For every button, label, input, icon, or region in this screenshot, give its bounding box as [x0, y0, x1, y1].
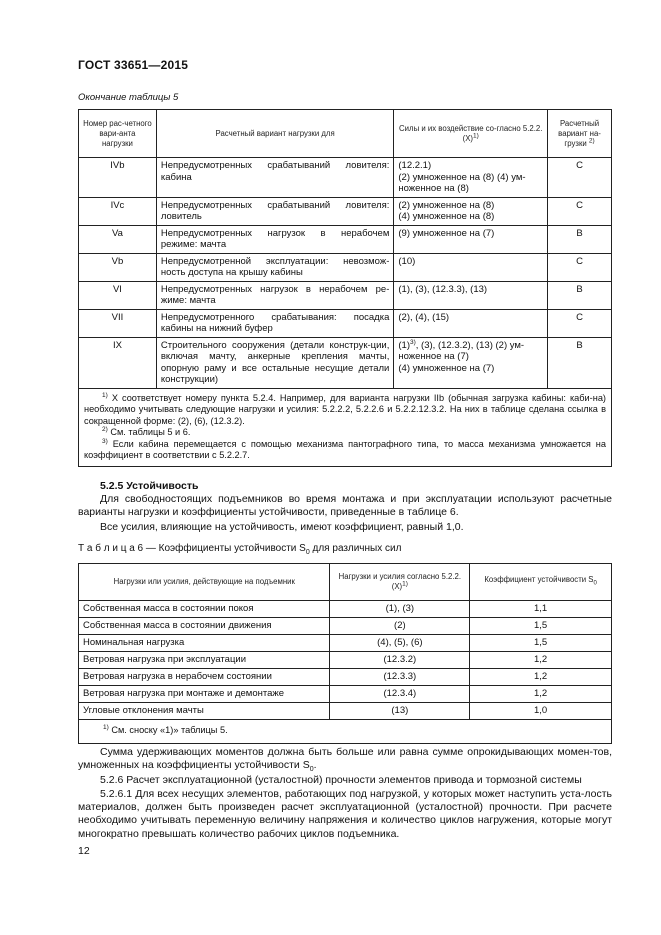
table6-header-ref: Нагрузки и усилия согласно $5.2.2.(X)^{1)}$	[330, 564, 470, 601]
row-coef: 1,2	[470, 652, 612, 669]
row-number: IX	[79, 337, 157, 388]
table6-header-coef: Коэффициент устойчивости $S_0$	[470, 564, 612, 601]
row-description: Непредусмотренных срабатываний ловителя: кабина	[156, 158, 394, 198]
row-number: IVb	[79, 158, 157, 198]
row-description: Строительного сооружения (детали конструк-ции, включая мачту, анкерные крепления мачты, опорную раму и все остальные несущие детали конструкции)	[156, 337, 394, 388]
section-5-2-5-paragraph: Для свободностоящих подъемников во время монтажа и при эксплуатации используют расчетные варианты нагрузки и коэффициенты устойчивости, приведенные в таблице 6.	[78, 493, 612, 519]
table-row	[79, 618, 612, 635]
row-forces: (2) умноженное на (8) (4) умноженное на (8)	[394, 197, 548, 225]
standard-header: ГОСТ 33651—2015	[78, 58, 189, 72]
row-number: Vb	[79, 253, 157, 281]
table5-header-variant: Расчетный вариант нагрузки для	[156, 110, 394, 158]
row-load: Ветровая нагрузка при эксплуатации	[79, 652, 330, 669]
row-forces: (1), (3), (12.3.3), (13)	[394, 281, 548, 309]
row-description: Непредусмотренной эксплуатации: невозмож-ность доступа на крышу кабины	[156, 253, 394, 281]
table-row	[79, 652, 612, 669]
table-row	[79, 225, 612, 253]
moments-paragraph: Сумма удерживающих моментов должна быть больше или равна сумме опрокидывающих момен-тов, умноженных на коэффициенты устойчивости $S_0$.	[78, 746, 612, 774]
table-row	[79, 703, 612, 720]
page-number: 12	[78, 845, 90, 857]
row-forces: $(1)^{3)}$, (3), (12.3.2), (13) (2) ум-ноженное на (7) (4) умноженное на (7)	[394, 337, 548, 388]
table5-caption: Окончание таблицы 5	[78, 92, 179, 103]
table6-header-load: Нагрузки или усилия, действующие на подъемник	[79, 564, 330, 601]
row-number: IVc	[79, 197, 157, 225]
row-forces: (12.2.1) (2) умноженное на (8) (4) ум-ноженное на (8)	[394, 158, 548, 198]
row-ref: (12.3.2)	[330, 652, 470, 669]
row-forces: (9) умноженное на (7)	[394, 225, 548, 253]
footnote-1: $^{1)}$ X соответствует номеру пункта 5.2.4. Например, для варианта нагрузки IIb (обычная загрузка кабины: каби-на) необходимо учитывать следующие нагрузки и усилия: 5.2.2.2, 5.2.2.6 и 5.2.2.12.3.2. На них в таблице сделана ссылка в сокращенной форме: (2), (6), (12.3.2).	[84, 391, 606, 426]
table-row	[79, 253, 612, 281]
table-row	[79, 669, 612, 686]
row-ref: (1), (3)	[330, 601, 470, 618]
table6-caption: Т а б л и ц а 6 — Коэффициенты устойчивости $S_0$ для различных сил	[78, 543, 402, 556]
row-load: Угловые отклонения мачты	[79, 703, 330, 720]
row-description: Непредусмотренного срабатывания: посадка кабины на нижний буфер	[156, 309, 394, 337]
row-coef: 1,1	[470, 601, 612, 618]
row-coef: 1,5	[470, 635, 612, 652]
row-variant: B	[548, 281, 612, 309]
section-5-2-5-paragraph-2: Все усилия, влияющие на устойчивость, имеют коэффициент, равный 1,0.	[100, 521, 464, 533]
row-coef: 1,5	[470, 618, 612, 635]
row-forces: (2), (4), (15)	[394, 309, 548, 337]
table-row	[79, 686, 612, 703]
row-description: Непредусмотренных нагрузок в нерабочем режиме: мачта	[156, 225, 394, 253]
row-ref: (2)	[330, 618, 470, 635]
row-number: VI	[79, 281, 157, 309]
table-row	[79, 309, 612, 337]
row-ref: (12.3.3)	[330, 669, 470, 686]
row-description: Непредусмотренных срабатываний ловителя: ловитель	[156, 197, 394, 225]
row-load: Ветровая нагрузка при монтаже и демонтаже	[79, 686, 330, 703]
row-variant: C	[548, 197, 612, 225]
table6-note: $^{1)}$ См. сноску «1)» таблицы 5.	[79, 720, 612, 744]
row-number: VII	[79, 309, 157, 337]
table-row	[79, 158, 612, 198]
section-5-2-5-title: 5.2.5 Устойчивость	[100, 480, 199, 492]
row-variant: C	[548, 158, 612, 198]
table-row	[79, 281, 612, 309]
row-variant: B	[548, 337, 612, 388]
table5-header-number: Номер рас-четного вари-анта нагрузки	[79, 110, 157, 158]
row-load: Номинальная нагрузка	[79, 635, 330, 652]
row-coef: 1,2	[470, 686, 612, 703]
footnote-3: $^{3)}$ Если кабина перемещается с помощью механизма пантографного типа, то масса механизма умножается на коэффициент в соответствии с 5.2.2.7.	[84, 437, 606, 460]
row-load: Собственная масса в состоянии покоя	[79, 601, 330, 618]
row-load: Ветровая нагрузка в нерабочем состоянии	[79, 669, 330, 686]
table5-notes	[79, 388, 612, 466]
table6	[78, 563, 612, 744]
table6-header-row	[79, 564, 612, 601]
row-variant: C	[548, 253, 612, 281]
row-ref: (4), (5), (6)	[330, 635, 470, 652]
row-variant: C	[548, 309, 612, 337]
table5-header-row	[79, 110, 612, 158]
row-coef: 1,2	[470, 669, 612, 686]
row-load: Собственная масса в состоянии движения	[79, 618, 330, 635]
row-number: Va	[79, 225, 157, 253]
row-variant: B	[548, 225, 612, 253]
table5	[78, 109, 612, 467]
table5-notes-row	[79, 388, 612, 466]
table-row	[79, 601, 612, 618]
footnote-2: $^{2)}$ См. таблицы 5 и 6.	[102, 425, 191, 437]
row-description: Непредусмотренных нагрузок в нерабочем ре-жиме: мачта	[156, 281, 394, 309]
table-row	[79, 197, 612, 225]
row-forces: (10)	[394, 253, 548, 281]
table6-note-row	[79, 720, 612, 744]
table5-header-load-variant: Расчетный вариант на-грузки $^{2)}$	[548, 110, 612, 158]
row-coef: 1,0	[470, 703, 612, 720]
table-row	[79, 635, 612, 652]
section-5-2-6-title: 5.2.6 Расчет эксплуатационной (усталостной) прочности элементов привода и тормозной системы	[100, 774, 582, 786]
table-row	[79, 337, 612, 388]
section-5-2-6-1-paragraph: 5.2.6.1 Для всех несущих элементов, работающих под нагрузкой, у которых может наступить уста-лость материалов, должен быть произведен расчет эксплуатационной (усталостной) прочности. При расчете необходимо учитывать переменную величину напряжения и количество циклов нагружения, которые могут многократно превышать количество рабочих циклов подъемника.	[78, 788, 612, 840]
row-ref: (12.3.4)	[330, 686, 470, 703]
table5-header-forces: Силы и их воздействие со-гласно $5.2.2.(X)^{1)}$	[394, 110, 548, 158]
row-ref: (13)	[330, 703, 470, 720]
